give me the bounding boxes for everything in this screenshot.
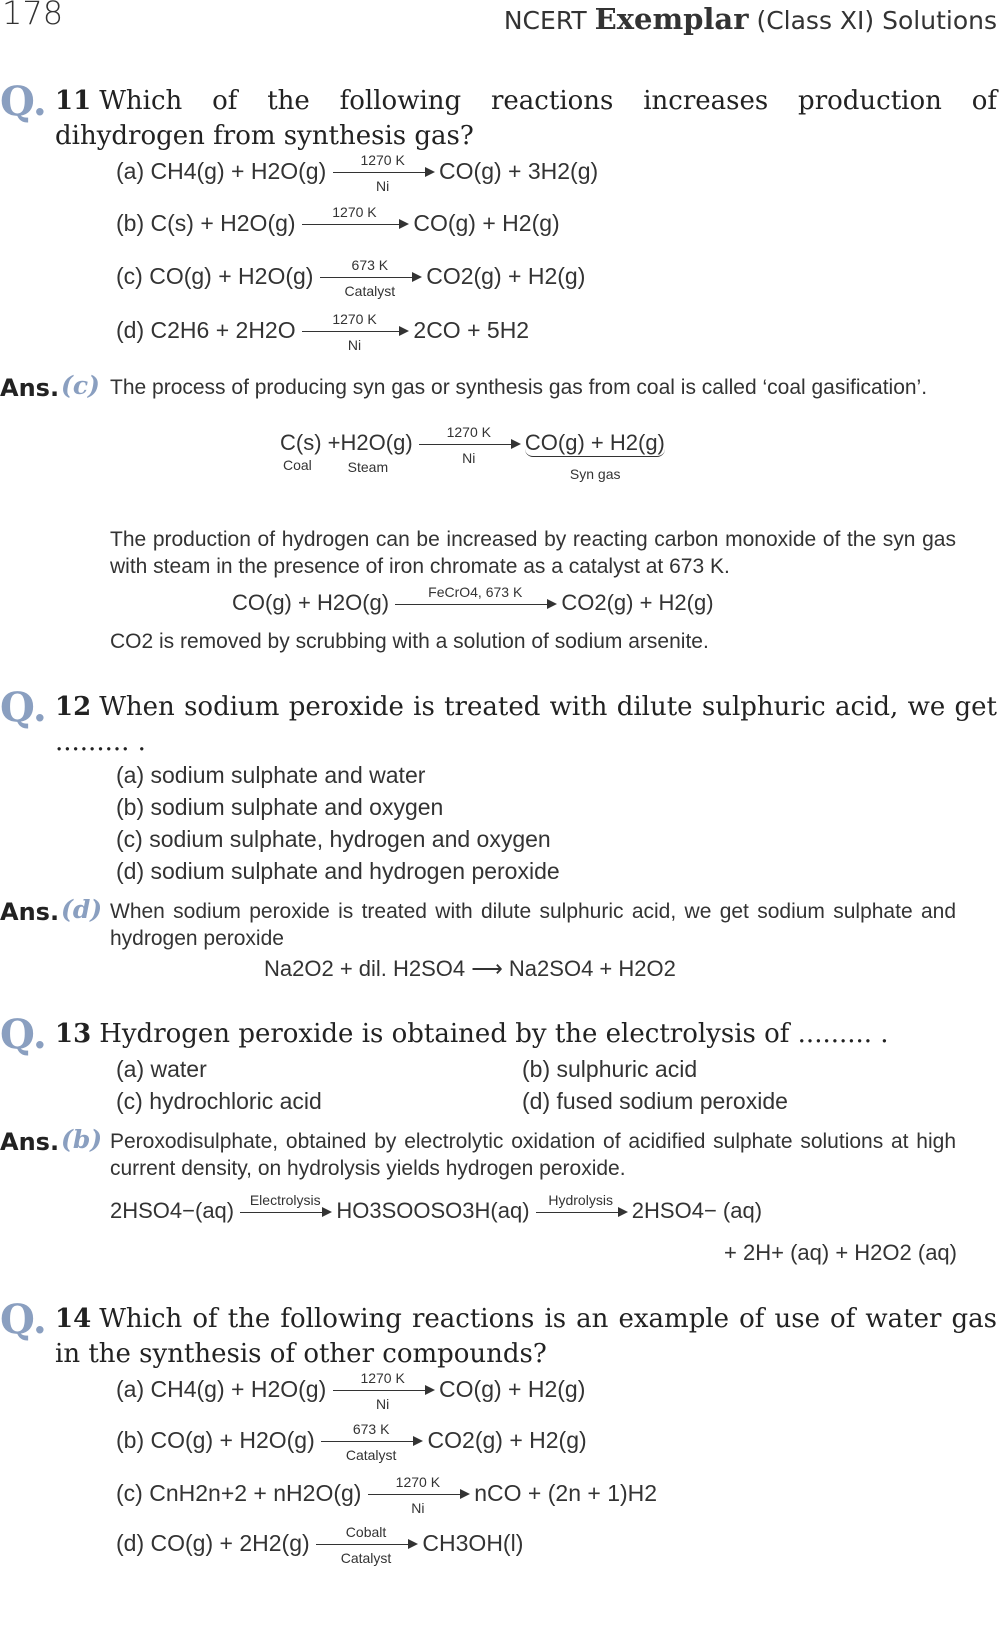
option-a: (a) CH4(g) + H2O(g) $\frac{1270 K}{Ni}$ CO(g) + H2(g): [116, 1370, 586, 1413]
option-c: (c) hydrochloric acid: [116, 1088, 322, 1114]
option-d: (d) fused sodium peroxide: [522, 1088, 788, 1114]
option-a: (a) sodium sulphate and water: [116, 762, 426, 788]
option-c: (c) CO(g) + H2O(g) 673 K Catalyst CO2(g) + H2(g): [116, 257, 586, 300]
equation-sodium-peroxide: Na2O2 + dil. H2SO4 ⟶ Na2SO4 + H2O2: [264, 956, 676, 981]
question-text: 11 Which of the following reactions increases production of dihydrogen from synthesis gas?: [55, 86, 997, 151]
option-c: (c) sodium sulphate, hydrogen and oxygen: [116, 826, 551, 852]
question-marker: Q.: [0, 684, 47, 731]
option-d: (d) C2H6 + 2H2O $\frac{1270 K}{Ni}$ 2CO + 5H2: [116, 311, 530, 354]
equation-coal-gasification: C(s) Coal +H2O(g) Steam $\frac{1270 K}{Ni}$ CO(g) + H2(g) Syn gas: [280, 423, 665, 482]
question-marker: Q.: [0, 1296, 47, 1343]
question-text: 13 Hydrogen peroxide is obtained by the electrolysis of ......... .: [55, 1019, 889, 1049]
option-d: (d) CO(g) + 2H2(g) Cobalt Catalyst CH3OH(l): [116, 1524, 524, 1567]
page-number: 178: [2, 0, 64, 32]
question-marker: Q.: [0, 1011, 47, 1058]
option-b: (b) sulphuric acid: [522, 1056, 698, 1082]
question-text: 12 When sodium peroxide is treated with dilute sulphuric acid, we get ......... .: [55, 692, 997, 757]
book-title: NCERT Exemplar (Class XI) Solutions: [503, 2, 997, 36]
option-b: (b) CO(g) + H2O(g) 673 K Catalyst CO2(g) + H2(g): [116, 1421, 587, 1464]
option-a: (a) water: [116, 1056, 207, 1082]
question-text: 14 Which of the following reactions is an example of use of water gas in the synthesis of other compounds?: [55, 1304, 997, 1369]
equation-shift-reaction: CO(g) + H2O(g) FeCrO4, 673 K CO2(g) + H2(g): [232, 583, 714, 615]
option-b: (b) sodium sulphate and oxygen: [116, 794, 444, 820]
equation-electrolysis: 2HSO4−(aq) Electrolysis HO3SOOSO3H(aq) Hydrolysis 2HSO4− (aq): [110, 1191, 763, 1223]
option-b: (b) C(s) + H2O(g) 1270 K CO(g) + H2(g): [116, 204, 560, 236]
equation-electrolysis-cont: + 2H+ (aq) + H2O2 (aq): [724, 1240, 957, 1265]
option-d: (d) sodium sulphate and hydrogen peroxide: [116, 858, 560, 884]
option-c: (c) CnH2n+2 + nH2O(g) $\frac{1270 K}{Ni}$ nCO + (2n + 1)H2: [116, 1474, 658, 1517]
page-header: [0, 0, 1001, 40]
option-a: (a) CH4(g) + H2O(g) $\frac{1270 K}{Ni}$ CO(g) + 3H2(g): [116, 152, 599, 195]
question-marker: Q.: [0, 78, 47, 125]
